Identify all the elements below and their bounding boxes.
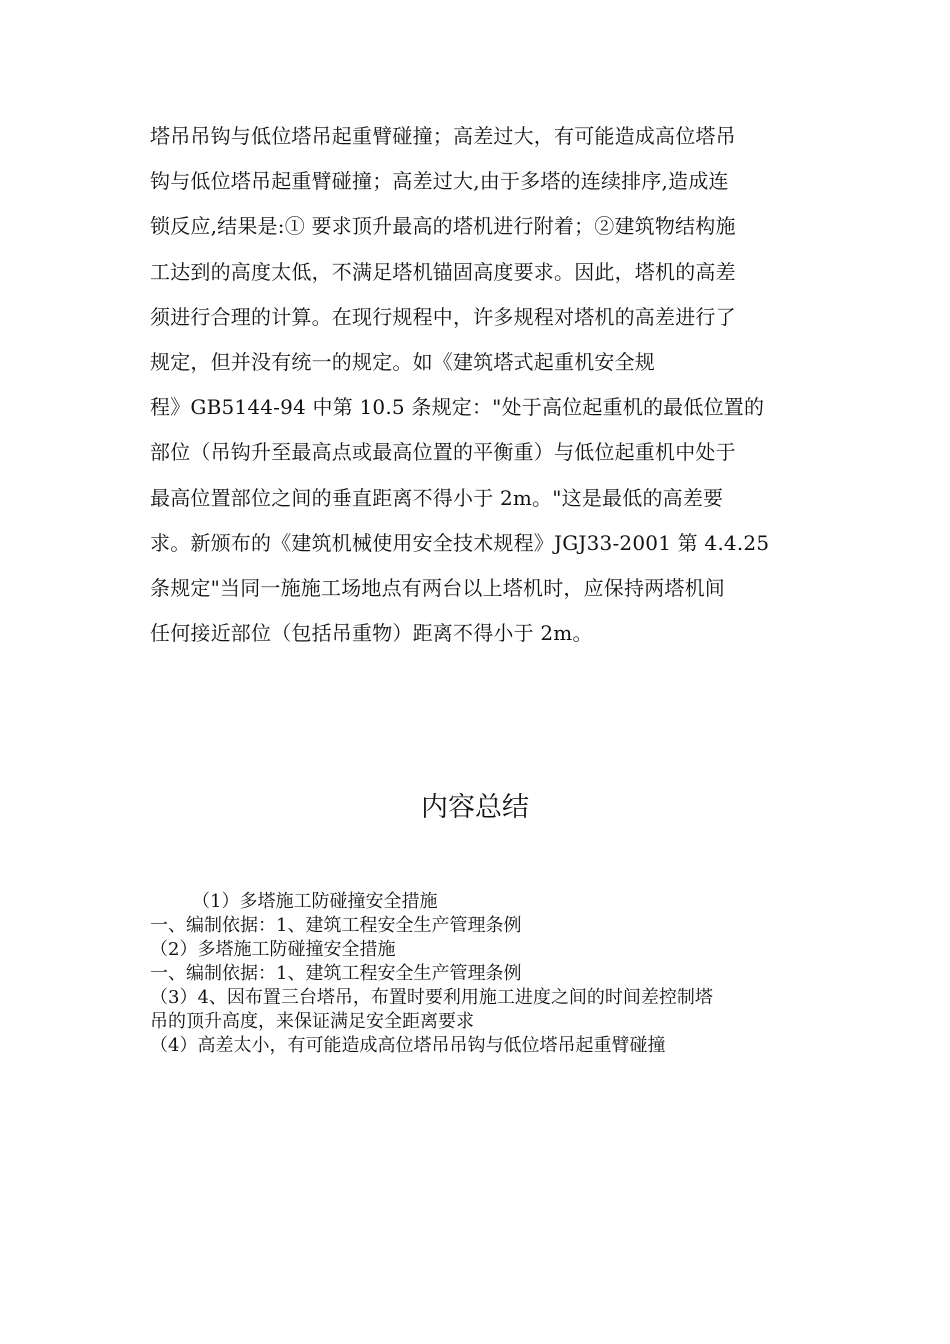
paragraph-line: 任何接近部位（包括吊重物）距离不得小于 2m。: [150, 621, 593, 646]
paragraph-line: 塔吊吊钩与低位塔吊起重臂碰撞；高差过大，有可能造成高位塔吊: [150, 124, 736, 148]
summary-heading: 内容总结: [421, 792, 529, 823]
summary-item: （3）4、因布置三台塔吊，布置时要利用施工进度之间的时间差控制塔: [150, 987, 713, 1008]
summary-item: 吊的顶升高度，来保证满足安全距离要求: [150, 1011, 474, 1032]
body-paragraph: [150, 114, 810, 656]
paragraph-line: 条规定"当同一施施工场地点有两台以上塔机时，应保持两塔机间: [150, 575, 725, 600]
summary-item: （4）高差太小，有可能造成高位塔吊吊钩与低位塔吊起重臂碰撞: [150, 1035, 666, 1056]
paragraph-line: 最高位置部位之间的垂直距离不得小于 2m。"这是最低的高差要: [150, 485, 724, 510]
paragraph-line: 锁反应,结果是:① 要求顶升最高的塔机进行附着；②建筑物结构施: [150, 214, 736, 239]
paragraph-line: 部位（吊钩升至最高点或最高位置的平衡重）与低位起重机中处于: [150, 440, 736, 465]
summary-list: [150, 890, 810, 1058]
paragraph-line: 钩与低位塔吊起重臂碰撞；高差过大,由于多塔的连续排序,造成连: [150, 169, 729, 194]
paragraph-line: 须进行合理的计算。在现行规程中，许多规程对塔机的高差进行了: [150, 304, 736, 329]
paragraph-line: 求。新颁布的《建筑机械使用安全技术规程》JGJ33-2001 第 4.4.25: [150, 530, 770, 555]
summary-item: 一、编制依据：1、建筑工程安全生产管理条例: [150, 915, 522, 936]
summary-item: （2）多塔施工防碰撞安全措施: [150, 939, 396, 960]
paragraph-line: 程》GB5144-94 中第 10.5 条规定："处于高位起重机的最低位置的: [150, 395, 765, 420]
summary-item: （1）多塔施工防碰撞安全措施: [192, 891, 438, 912]
summary-item: 一、编制依据：1、建筑工程安全生产管理条例: [150, 963, 522, 984]
paragraph-line: 工达到的高度太低，不满足塔机锚固高度要求。因此，塔机的高差: [150, 259, 736, 284]
paragraph-line: 规定，但并没有统一的规定。如《建筑塔式起重机安全规: [150, 349, 655, 374]
